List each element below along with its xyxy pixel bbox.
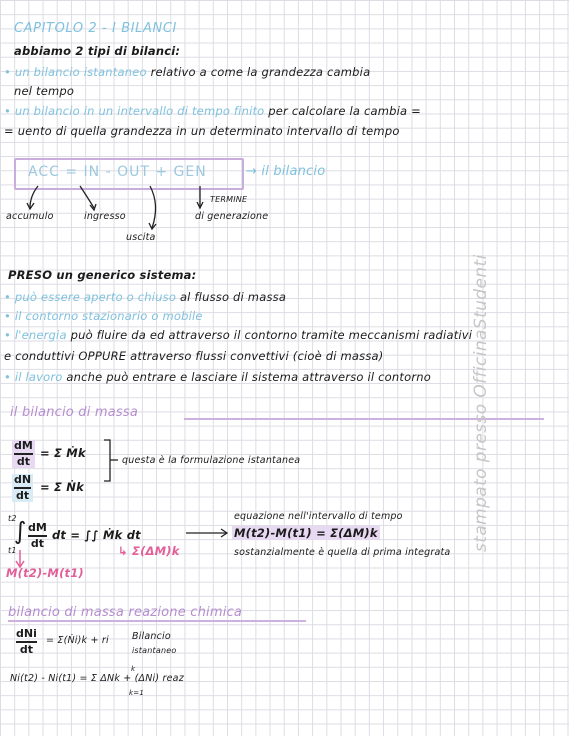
note-instantaneous: questa è la formulazione istantanea bbox=[122, 455, 301, 466]
section-mass-balance-title: il bilancio di massa bbox=[10, 405, 139, 420]
system-b3-colored: • l'energia bbox=[4, 328, 67, 342]
bilancio-arrow-label: → il bilancio bbox=[246, 164, 326, 179]
dni-dt-num: dNi bbox=[16, 627, 37, 640]
dn-dt-fraction bbox=[12, 474, 33, 502]
intro-line-5: = uento di quella grandezza in un determinato intervallo di tempo bbox=[4, 124, 400, 138]
integral-sign: ∫ bbox=[14, 517, 27, 545]
label-uscita: uscita bbox=[126, 232, 156, 243]
integral-text: dt = ∫∫ Ṁk dt bbox=[52, 528, 141, 542]
note-same: sostanzialmente è quella di prima integrata bbox=[234, 547, 451, 558]
acc-equation: ACC = IN - OUT + GEN bbox=[28, 164, 207, 180]
dm-dt-den: dt bbox=[16, 454, 30, 468]
label-generazione: di generazione bbox=[195, 211, 269, 222]
eq2-sum-top: k bbox=[131, 665, 136, 673]
system-title: PRESO un generico sistema: bbox=[8, 268, 197, 282]
integral-upper-limit: t2 bbox=[8, 514, 17, 523]
dni-dt-den: dt bbox=[19, 642, 33, 656]
system-b4 bbox=[4, 370, 431, 384]
system-b1-rest: al flusso di massa bbox=[179, 290, 287, 304]
section-reaction-rule bbox=[8, 620, 306, 622]
intro-line-3: nel tempo bbox=[14, 84, 75, 98]
dm-dt-rhs: = Σ Ṁk bbox=[40, 446, 86, 460]
bullet-instant: • un bilancio istantaneo bbox=[4, 65, 147, 79]
dni-dt-rhs: = Σ(Ṅi)k + ri bbox=[46, 635, 109, 646]
label-termine: TERMINE bbox=[210, 195, 248, 204]
page-title: CAPITOLO 2 - I BILANCI bbox=[14, 21, 177, 36]
system-b4-colored: • il lavoro bbox=[4, 370, 63, 384]
bullet-interval: • un bilancio in un intervallo di tempo finito bbox=[4, 104, 265, 118]
integral-left-result: M(t2)-M(t1) bbox=[6, 566, 84, 580]
dn-dt-den: dt bbox=[15, 488, 30, 502]
eq1-note-bilancio: Bilancio bbox=[132, 631, 171, 642]
system-b4-rest: anche può entrare e lasciare il sistema attraverso il contorno bbox=[66, 370, 431, 384]
eq2-sum-bottom: k=1 bbox=[129, 689, 144, 697]
label-ingresso: ingresso bbox=[84, 211, 126, 222]
dni-dt-fraction bbox=[16, 628, 37, 656]
dn-dt-rhs: = Σ Ṅk bbox=[40, 480, 84, 494]
boxed-integral-eq: M(t2)-M(t1) = Σ(ΔM)k bbox=[234, 526, 378, 540]
system-b3-rest: può fluire da ed attraverso il contorno tramite meccanismi radiativi bbox=[70, 328, 473, 342]
intro-line-1: abbiamo 2 tipi di bilanci: bbox=[14, 44, 181, 58]
integral-frac-num: dM bbox=[28, 521, 47, 534]
system-b1 bbox=[4, 290, 286, 304]
eq1-note-istantaneo: istantaneo bbox=[132, 646, 177, 655]
integral-result: ↳ Σ(ΔM)k bbox=[118, 544, 180, 558]
dm-dt-fraction bbox=[12, 440, 35, 468]
dn-dt-num: dN bbox=[14, 473, 32, 486]
note-interval: equazione nell'intervallo di tempo bbox=[234, 511, 403, 522]
integral-frac bbox=[28, 522, 47, 550]
section-reaction-title: bilancio di massa reazione chimica bbox=[8, 605, 243, 620]
reaction-integral-eq: Ni(t2) - Ni(t1) = Σ ΔNk + (ΔNi) reaz bbox=[10, 673, 184, 684]
system-b3 bbox=[4, 328, 472, 342]
dm-dt-num: dM bbox=[14, 439, 33, 452]
integral-frac-den: dt bbox=[30, 536, 44, 550]
system-b3-line2: e conduttivi OPPURE attraverso flussi convettivi (cioè di massa) bbox=[4, 349, 384, 363]
system-b2: • il contorno stazionario o mobile bbox=[4, 309, 203, 323]
watermark: stampato presso OfficinaStudenti bbox=[471, 254, 491, 552]
label-accumulo: accumulo bbox=[6, 211, 54, 222]
system-b1-colored: • può essere aperto o chiuso bbox=[4, 290, 177, 304]
intro-line-2-rest: relativo a come la grandezza cambia bbox=[150, 65, 371, 79]
integral-lower-limit: t1 bbox=[8, 546, 17, 555]
intro-line-4-rest: per calcolare la cambia = bbox=[268, 104, 421, 118]
